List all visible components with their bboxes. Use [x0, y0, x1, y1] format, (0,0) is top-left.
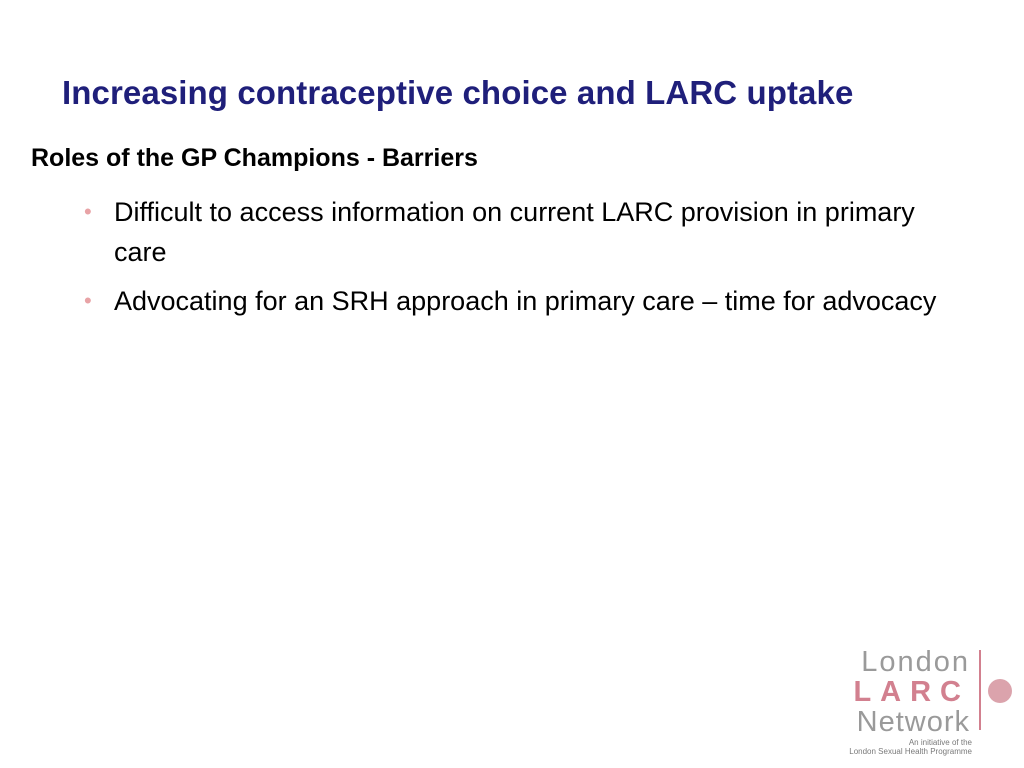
- bullet-text: Advocating for an SRH approach in primary care – time for advocacy: [114, 286, 937, 316]
- logo-divider: [979, 650, 981, 730]
- logo-text-larc: LARC: [853, 676, 970, 708]
- logo-tagline-line1: An initiative of the: [908, 738, 972, 747]
- logo-text-network: Network: [856, 706, 970, 738]
- section-heading: Roles of the GP Champions - Barriers: [31, 144, 478, 172]
- bullet-list: [84, 192, 964, 330]
- bullet-text: Difficult to access information on current LARC provision in primary care: [114, 197, 915, 267]
- bullet-marker: •: [84, 199, 92, 224]
- london-larc-network-logo: [838, 646, 1018, 758]
- logo-tagline: [849, 738, 972, 756]
- bullet-marker: •: [84, 288, 92, 313]
- bullet-item: [84, 192, 964, 272]
- bullet-item: [84, 281, 964, 321]
- logo-circle-icon: [988, 679, 1012, 703]
- logo-tagline-line2: London Sexual Health Programme: [849, 747, 972, 756]
- logo-text-london: London: [861, 646, 970, 678]
- slide-title: Increasing contraceptive choice and LARC uptake: [62, 74, 854, 111]
